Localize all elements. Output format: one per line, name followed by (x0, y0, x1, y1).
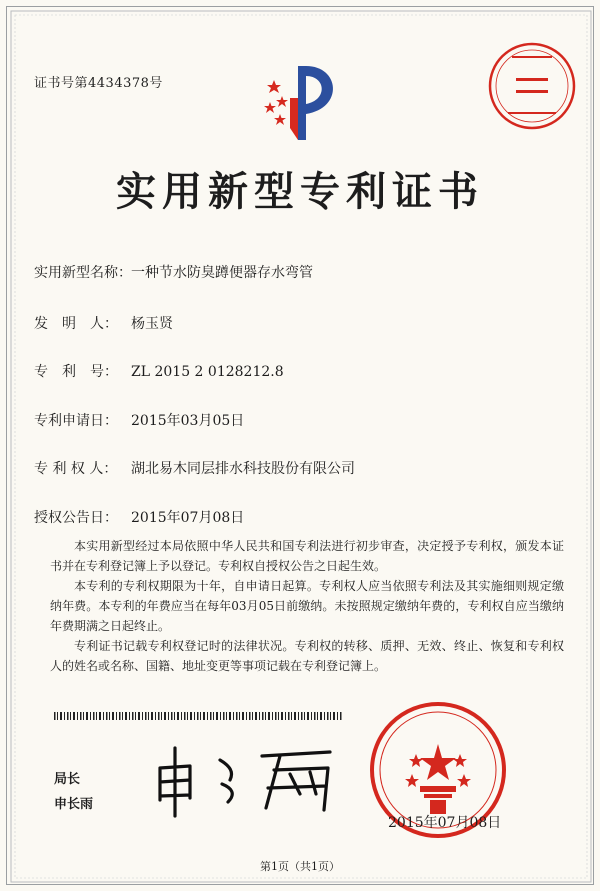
field-label: 授权公告日： (34, 510, 118, 526)
body-paragraph: 本实用新型经过本局依照中华人民共和国专利法进行初步审查，决定授予专利权，颁发本证书并在专利登记簿上予以登记。专利权自授权公告之日起生效。 (50, 539, 564, 573)
field-value: ZL 2015 2 0128212.8 (131, 364, 284, 380)
field-value: 一种节水防臭蹲便器存水弯管 (131, 265, 313, 281)
handwritten-signature-icon (150, 738, 350, 818)
field-application-date (34, 410, 244, 430)
field-patentee (34, 458, 355, 478)
tax-agent-seal-icon (486, 40, 578, 132)
field-value: 湖北易木同层排水科技股份有限公司 (131, 461, 355, 477)
field-label: 发 明 人： (34, 316, 118, 332)
signatory-title: 局长 (54, 772, 81, 787)
page-title: 实用新型专利证书 (116, 169, 484, 215)
field-label: 专 利 号： (34, 364, 118, 380)
field-value: 2015年07月08日 (131, 510, 245, 526)
field-utility-model-name (34, 262, 313, 282)
field-grant-date (34, 507, 244, 527)
field-patent-number (34, 361, 284, 381)
field-label: 专利申请日： (34, 413, 118, 429)
body-paragraph: 专利证书记载专利权登记时的法律状况。专利权的转移、质押、无效、终止、恢复和专利权人的姓名或名称、国籍、地址变更等事项记载在专利登记簿上。 (50, 639, 564, 673)
patent-office-emblem-icon (260, 58, 350, 148)
certificate-number: 证书号第4434378号 (34, 76, 163, 91)
page-number: 第1页（共1页） (260, 860, 340, 873)
signatory-name: 申长雨 (54, 797, 94, 812)
field-value: 杨玉贤 (131, 316, 173, 332)
field-inventor (34, 313, 173, 333)
certificate-body (50, 536, 564, 676)
seal-date: 2015年07月08日 (388, 815, 502, 831)
field-label: 实用新型名称： (34, 265, 132, 281)
field-label: 专 利 权 人： (34, 461, 118, 477)
barcode-icon (54, 712, 344, 720)
body-paragraph: 本专利的专利权期限为十年，自申请日起算。专利权人应当依照专利法及其实施细则规定缴纳年费。本专利的年费应当在每年03月05日前缴纳。未按照规定缴纳年费的，专利权自应当缴纳年费期满之日起终止。 (50, 579, 564, 633)
field-value: 2015年03月05日 (131, 413, 245, 429)
